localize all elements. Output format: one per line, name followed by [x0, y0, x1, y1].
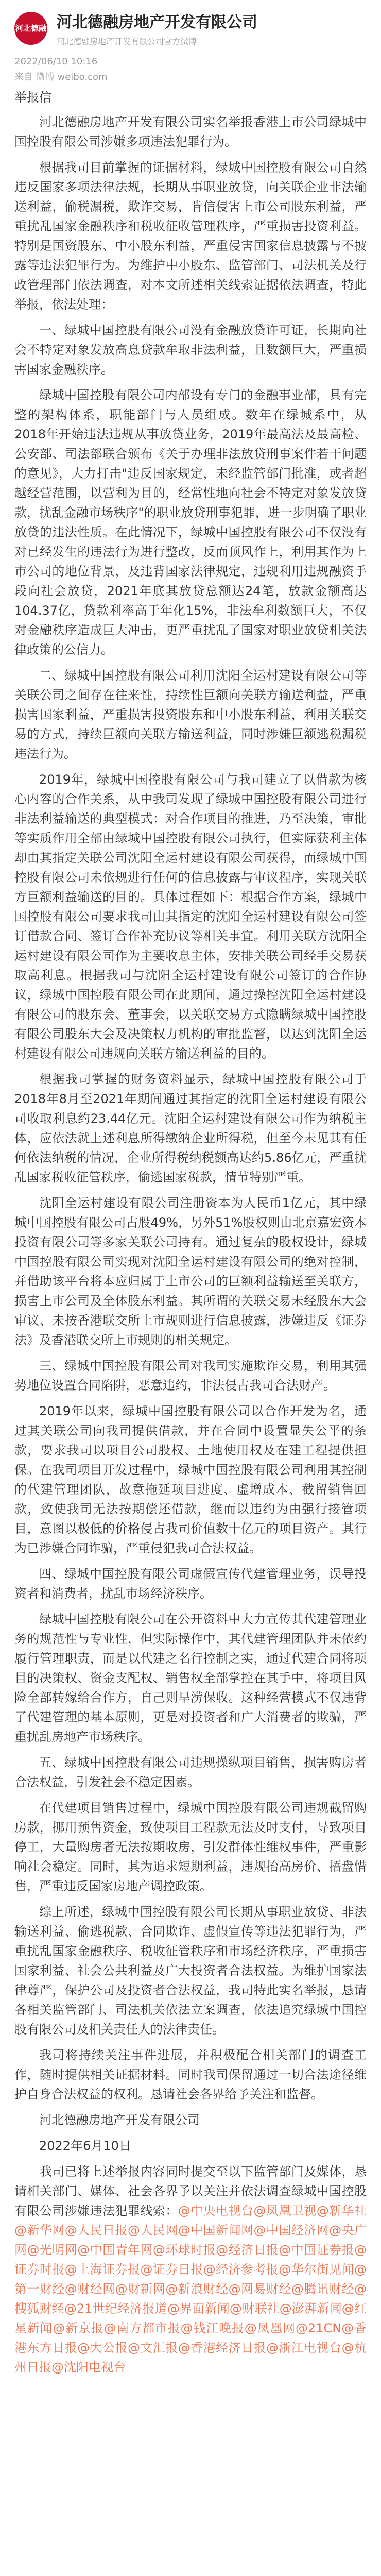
mention-link[interactable]: @第一财经	[14, 2262, 367, 2296]
signature-date: 2022年6月10日	[39, 2139, 131, 2153]
article-paragraph: 我司将持续关注事件进展，并积极配合相关部门的调查工作，随时提供相关证据材料。同时我司保留通过一切合法途径维护自身合法权益的权利。恳请社会各界给予关注和监督。	[14, 2048, 367, 2102]
article-paragraph: 五、绿城中国控股有限公司违规操纵项目销售，损害购房者合法权益，引发社会不稳定因素。	[14, 1755, 367, 1789]
post-category: 举报信	[14, 90, 51, 105]
mention-link[interactable]: @新华网	[14, 2223, 65, 2238]
article-paragraph: 综上所述，绿城中国控股有限公司长期从事职业放贷、非法输送利益、偷逃税款、合同欺诈、虚假宣传等违法犯罪行为，严重扰乱国家金融秩序、税收征管秩序和市场经济秩序，严重损害国家利益、社会公共利益及广大投资者合法权益。为维护国家法律尊严，保护公司及投资者合法权益，我司特此实名举报，恳请各相关监管部门、司法机关依法立案调查，依法追究绿城中国控股有限公司及相关责任人的法律责任。	[14, 1905, 367, 2037]
mention-link[interactable]: @经济日报	[216, 2243, 279, 2257]
mention-link[interactable]: @新浪财经	[165, 2282, 229, 2296]
account-info	[57, 9, 257, 47]
mention-link[interactable]: @钱江晚报	[180, 2321, 245, 2335]
mention-link[interactable]: @大公报	[77, 2341, 128, 2355]
avatar[interactable]	[14, 12, 47, 45]
article-paragraph: 2019年以来，绿城中国控股有限公司以合作开发为名，通过其关联公司向我司提供借款，并在合同中设置显失公平的条款，要求我司以项目公司股权、土地使用权及在建工程提供担保。在我司项目开发过程中，绿城中国控股有限公司利用其控制的代建管理团队，故意拖延项目进度、虚增成本、截留销售回款，致使我司无法按期偿还借款，继而以违约为由强行接管项目，意图以极低的价格侵占我司价值数十亿元的项目资产。其行为已涉嫌合同诈骗，严重侵犯我司合法权益。	[14, 1404, 367, 1555]
mention-link[interactable]: @香港东方日报	[14, 2321, 367, 2355]
mention-link[interactable]: @中国证券报	[279, 2243, 355, 2257]
article-paragraph: 四、绿城中国控股有限公司虚假宣传代建管理业务，误导投资者和消费者，扰乱市场经济秩序。	[14, 1567, 367, 1601]
mention-link[interactable]: @财联社	[229, 2301, 280, 2316]
avatar-text: 河北德融	[15, 23, 46, 33]
signature-company: 河北德融房地产开发有限公司	[39, 2113, 200, 2127]
article-paragraph: 2019年，绿城中国控股有限公司与我司建立了以借款为核心内容的合作关系，从中我司发现了绿城中国控股有限公司进行非法利益输送的典型模式：对合作项目的推进，乃至决策，审批等实质作用全部由绿城中国控股有限公司执行，但实际获利主体却由其指定关联公司沈阳全运村建设有限公司获得，而绿城中国控股有限公司未依规进行任何的信息披露与审议程序，实现关联方巨额利益输送的目的。具体过程如下：根据合作方案，绿城中国控股有限公司要求我司由其指定的沈阳全运村建设有限公司签订借款合同、签订合作补充协议等相关事宜。利用关联方沈阳全运村建设有限公司作为主要收息主体，安排关联公司经手交易获取高利息。根据我司与沈阳全运村建设有限公司签订的合作协议，绿城中国控股有限公司在此期间，通过操控沈阳全运村建设有限公司的股东会、董事会，以关联交易方式隐瞒绿城中国控股有限公司股东大会及决策权力机构的审批监督，以达到沈阳全运村建设有限公司违规向关联方输送利益的目的。	[14, 772, 367, 1061]
mention-link[interactable]: @网易财经	[228, 2282, 291, 2296]
mention-link[interactable]: @证券日报	[140, 2262, 203, 2277]
mention-link[interactable]: @人民网	[128, 2223, 178, 2238]
mention-link[interactable]: @证券时报	[14, 2243, 367, 2277]
mention-link[interactable]: @财经网	[64, 2282, 115, 2296]
article-paragraph: 绿城中国控股有限公司在公开资料中大力宣传其代建管理业务的规范性与专业性，但实际操作中，其代建管理团队并未依约履行管理职责，而是以代建之名行控制之实，通过代建合同将项目的决策权、资金支配权、销售权全部掌控在其手中，将项目风险全部转嫁给合作方，自己则旱涝保收。这种经营模式不仅违背了代建管理的基本原则，更是对投资者和广大消费者的欺骗，严重扰乱房地产市场秩序。	[14, 1612, 367, 1744]
mention-link[interactable]: @财新网	[115, 2282, 166, 2296]
mention-link[interactable]: @澎湃新闻	[279, 2301, 342, 2316]
post-meta	[0, 54, 381, 85]
mention-link[interactable]: @南方都市报	[103, 2321, 181, 2335]
article-paragraph: 根据我司目前掌握的证据材料，绿城中国控股有限公司自然违反国家多项法律法规，长期从事职业放贷，向关联企业非法输送利益，偷税漏税，欺诈交易，肯信侵害上市公司股东利益，严重扰乱国家金融秩序和税收征收管理秩序，严重损害投资利益。特别是国资股东、中小股东利益，严重侵害国家信息披露与不披露等违法犯罪行为。为维护中小股东、监管部门、司法机关及行政管理部门依法调查，对本文所述相关线索证据依法调查，特此举报，依法处理：	[14, 160, 367, 312]
article-paragraph: 三、绿城中国控股有限公司对我司实施欺诈交易，利用其强势地位设置合同陷阱，恶意违约，非法侵占我司合法财产。	[14, 1359, 367, 1393]
mention-link[interactable]: @腾讯财经	[291, 2282, 355, 2296]
mention-link[interactable]: @人民日报	[64, 2223, 128, 2238]
mention-link[interactable]: @上海证券报	[64, 2262, 141, 2277]
article-paragraph: 绿城中国控股有限公司内部设有专门的金融事业部，具有完整的架构体系，职能部门与人员组成。数年在绿城系中，从2018年开始违法违规从事放贷业务，2019年最高法及最高检、公安部、司法部联合颁布《关于办理非法放贷刑事案件若干问题的意见》，大力打击"违反国家规定，未经监管部门批准，或者超越经营范围，以营利为目的，经常性地向社会不特定对象发放贷款，扰乱金融市场秩序"的职业放贷刑事犯罪，进一步明确了职业放贷的违法性质。在此情况下，绿城中国控股有限公司不仅没有对已经发生的违法行为进行整改，反而顶风作上，利用其作为上市公司的地位背景，及违背国家法律规定，违规利用违规融资手段向社会放贷，2021年底其放贷总额达24笔，放款金额高达104.37亿，贷款利率高于年化15%，非法牟利数额巨大，不仅对金融秩序造成巨大冲击，更严重扰乱了国家对职业放贷相关法律政策的公信力。	[14, 388, 367, 657]
article-paragraph: 河北德融房地产开发有限公司实名举报香港上市公司绿城中国控股有限公司涉嫌多项违法犯罪行为。	[14, 115, 367, 149]
mention-link[interactable]: @华尔街见闻	[279, 2262, 355, 2277]
mention-link[interactable]: @央广网	[14, 2223, 367, 2257]
account-name[interactable]: 河北德融房地产开发有限公司	[57, 13, 257, 31]
article-body	[0, 112, 381, 2104]
mention-link[interactable]: @香港经济日报	[178, 2341, 266, 2355]
media-mentions	[0, 2162, 381, 2377]
mention-link[interactable]: @新华社	[316, 2204, 367, 2218]
mention-link[interactable]: @21CN	[295, 2321, 342, 2335]
article-paragraph: 二、绿城中国控股有限公司利用沈阳全运村建设有限公司等关联公司之间存在往来性，持续性巨额向关联方输送利益，严重损害国家利益，严重损害投资股东和中小股东利益，利用关联交易的方式，持续巨额向关联方输送利益，同时涉嫌巨额逃税漏税违法行为。	[14, 668, 367, 761]
mention-link[interactable]: @浙江电视台	[266, 2341, 342, 2355]
media-lead-text: 我司已将上述举报内容同时提交至以下监管部门及媒体，恳请相关部门、媒体、社会各界予以关注并依法调查绿城中国控股有限公司涉嫌违法犯罪线索：	[14, 2164, 367, 2218]
mention-link[interactable]: @文汇报	[128, 2341, 178, 2355]
post-source: 来自 微博 weibo.com	[14, 72, 108, 82]
mention-link[interactable]: @21世纪经济报道	[64, 2301, 167, 2316]
mention-link[interactable]: @杭州日报	[14, 2341, 367, 2375]
mention-link[interactable]: @沈阳电视台	[51, 2360, 126, 2375]
article-paragraph: 一、绿城中国控股有限公司没有金融放贷许可证，长期向社会不特定对象发放高息贷款牟取非法利益，且数额巨大，严重损害国家金融秩序。	[14, 323, 367, 377]
mention-link[interactable]: @环球时报	[152, 2243, 216, 2257]
mention-link[interactable]: @凤凰卫视	[253, 2204, 317, 2218]
mention-link[interactable]: @界面新闻	[167, 2301, 230, 2316]
article-closing	[0, 2110, 381, 2156]
article-paragraph: 沈阳全运村建设有限公司注册资本为人民币1亿元，其中绿城中国控股有限公司占股49%，另外51%股权则由北京嘉宏资本投资有限公司等多家关联公司持有。通过复杂的股权设计，绿城中国控股有限公司实现对沈阳全运村建设有限公司的绝对控制，并借助该平台将本应归属于上市公司的巨额利益输送至关联方，损害上市公司及全体股东利益。其所谓的关联交易未经股东大会审议、未按香港联交所上市规则进行信息披露，涉嫌违反《证券法》及香港联交所上市规则的相关规定。	[14, 1196, 367, 1347]
mention-link[interactable]: @中国经济网	[253, 2223, 330, 2238]
article-paragraph: 在代建项目销售过程中，绿城中国控股有限公司违规截留购房款，挪用预售资金，致使项目工程款无法及时支付，导致项目停工，大量购房者无法按期收房，引发群体性维权事件，严重影响社会稳定。同时，其为追求短期利益，违规抬高房价、捂盘惜售，严重违反国家房地产调控政策。	[14, 1801, 367, 1893]
mention-link[interactable]: @光明网	[27, 2243, 78, 2257]
mention-link[interactable]: @中央电视台	[178, 2204, 254, 2218]
post-time: 2022/06/10 10:16	[14, 56, 98, 67]
mention-link[interactable]: @新京报	[53, 2321, 104, 2335]
mention-link[interactable]: @红星新闻	[14, 2301, 367, 2335]
account-header	[0, 0, 381, 54]
mention-link[interactable]: @中国新闻网	[178, 2223, 254, 2238]
article-paragraph: 根据我司掌握的财务资料显示，绿城中国控股有限公司于2018年8月至2021年期间通过其指定的沈阳全运村建设有限公司收取利息约23.44亿元。沈阳全运村建设有限公司作为纳税主体，应依法就上述利息所得缴纳企业所得税，但至今未见其有任何依法纳税的情况，企业所得税纳税额高达约5.86亿元，严重扰乱国家税收征管秩序，偷逃国家税款，情节特别严重。	[14, 1072, 367, 1184]
mention-link[interactable]: @中国青年网	[77, 2243, 153, 2257]
account-subtitle: 河北德融房地产开发有限公司官方微博	[57, 37, 197, 46]
mention-link[interactable]: @经济参考报	[203, 2262, 279, 2277]
mention-link[interactable]: @搜狐财经	[14, 2282, 367, 2316]
mention-link[interactable]: @凤凰网	[244, 2321, 296, 2335]
